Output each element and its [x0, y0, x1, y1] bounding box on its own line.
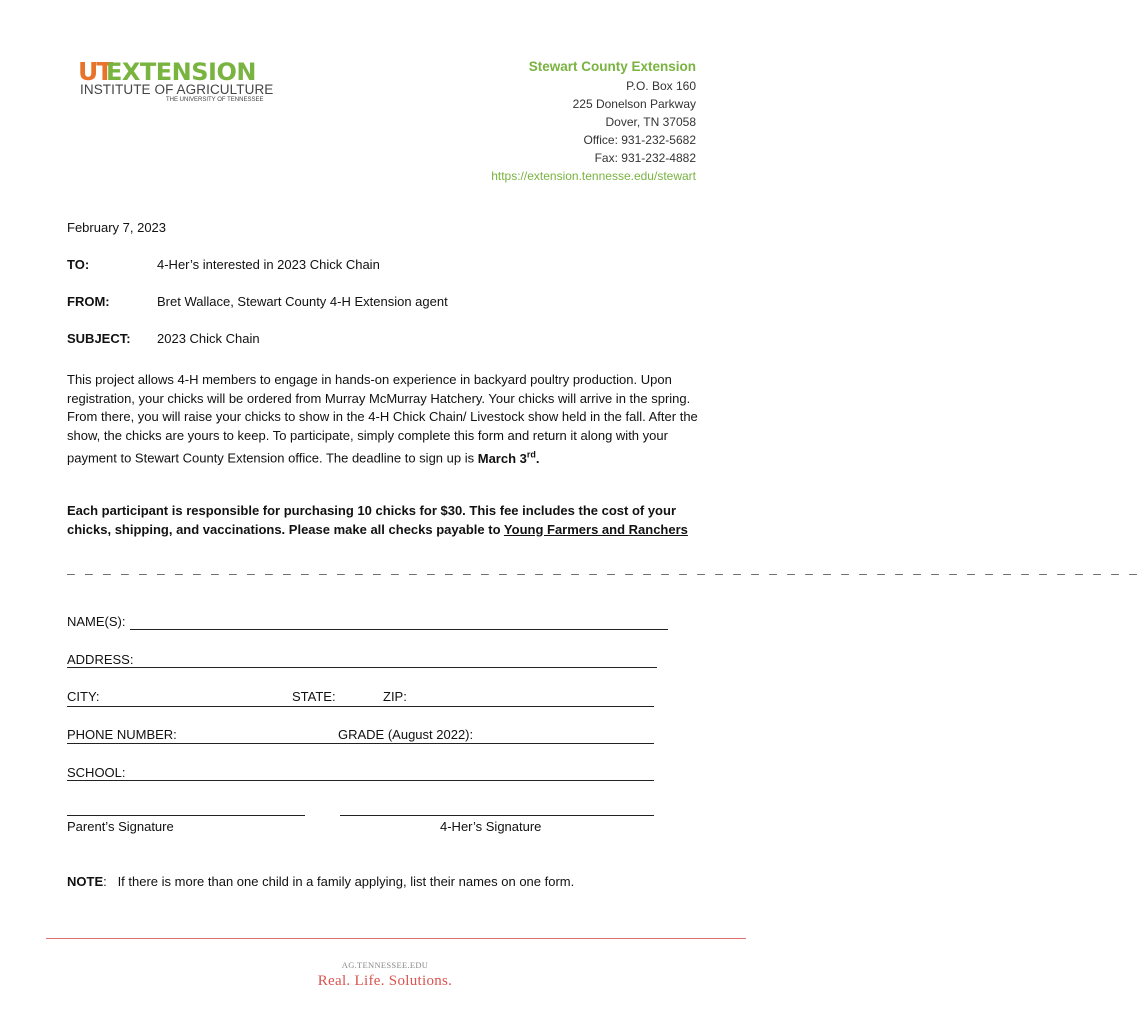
her-signature-label: 4-Her’s Signature — [440, 819, 542, 834]
body-paragraph — [67, 371, 707, 468]
her-signature-line[interactable] — [340, 815, 654, 816]
address-field[interactable] — [67, 667, 657, 668]
body-text: This project allows 4-H members to engage in hands-on experience in backyard poultry production. Upon registration, your chicks will be ordered from Murray McMurray Hatchery. Your chicks will arrive in the spring. From there, you will raise your chicks to show in the 4-H Chick Chain/ Livestock show held in the fall. After the show, the chicks are yours to keep. To participate, simply complete this form and return it along with your payment to Stewart County Extension office. The deadline to sign up is — [67, 372, 698, 466]
office-city-state-zip: Dover, TN 37058 — [605, 115, 696, 129]
school-field[interactable] — [67, 780, 654, 781]
footer-tagline: Real. Life. Solutions. — [317, 973, 453, 989]
from-label: FROM: — [67, 294, 110, 309]
memo-date: February 7, 2023 — [67, 220, 167, 235]
note-line — [67, 874, 574, 889]
office-phone: Office: 931-232-5682 — [583, 133, 696, 147]
footer-site: AG.TENNESSEE.EDU — [341, 960, 429, 970]
payee-text: Young Farmers and Ranchers — [503, 521, 688, 537]
logo-institute-text: INSTITUTE OF AGRICULTURE — [80, 82, 274, 97]
parent-signature-line[interactable] — [67, 815, 305, 816]
office-fax: Fax: 931-232-4882 — [594, 151, 696, 165]
zip-label: ZIP: — [383, 689, 407, 704]
office-name: Stewart County Extension — [528, 59, 696, 74]
subject-label: SUBJECT: — [67, 331, 131, 346]
school-label: SCHOOL: — [67, 765, 126, 780]
to-value: 4-Her’s interested in 2023 Chick Chain — [157, 257, 380, 272]
subject-value: 2023 Chick Chain — [157, 331, 260, 346]
phone-label: PHONE NUMBER: — [67, 727, 177, 742]
fee-paragraph — [67, 502, 707, 539]
address-label: ADDRESS: — [67, 652, 134, 667]
fee-text: Each participant is responsible for purchasing 10 chicks for $30. This fee includes the cost of your chicks, shipping, and vaccinations. Please make all checks payable to — [67, 503, 677, 537]
deadline-text: March 3rd. — [477, 449, 540, 466]
grade-label: GRADE (August 2022): — [338, 727, 474, 742]
names-label: NAME(S): — [67, 614, 126, 629]
to-label: TO: — [67, 257, 90, 272]
city-label: CITY: — [67, 689, 100, 704]
logo-extension-text: EXTENSION — [106, 58, 256, 86]
phone-grade-field[interactable] — [67, 743, 654, 744]
note-text: : If there is more than one child in a family applying, list their names on one form. — [103, 874, 575, 889]
note-label: NOTE — [67, 874, 104, 889]
logo-university-text: THE UNIVERSITY OF TENNESSEE — [166, 97, 264, 103]
footer-divider — [46, 938, 746, 939]
names-field[interactable] — [130, 629, 668, 630]
parent-signature-label: Parent’s Signature — [67, 819, 174, 834]
cut-line-separator: _ _ _ _ _ _ _ _ _ _ _ _ _ _ _ _ _ _ _ _ _ _ _ _ _ _ _ _ _ _ _ _ _ _ _ _ _ _ _ _ _ _ _ _ _ _ _ _ _ _ _ _ _ _ _ _ _ _ _ _ — [67, 562, 1138, 577]
city-state-zip-field[interactable] — [67, 706, 654, 707]
from-value: Bret Wallace, Stewart County 4-H Extension agent — [157, 294, 448, 309]
office-po-box: P.O. Box 160 — [626, 79, 696, 93]
state-label: STATE: — [292, 689, 336, 704]
ut-extension-logo — [78, 58, 278, 104]
office-street: 225 Donelson Parkway — [572, 97, 696, 111]
logo-ut-mark: UT — [78, 57, 112, 86]
office-url-link[interactable]: https://extension.tennesse.edu/stewart — [491, 169, 696, 183]
